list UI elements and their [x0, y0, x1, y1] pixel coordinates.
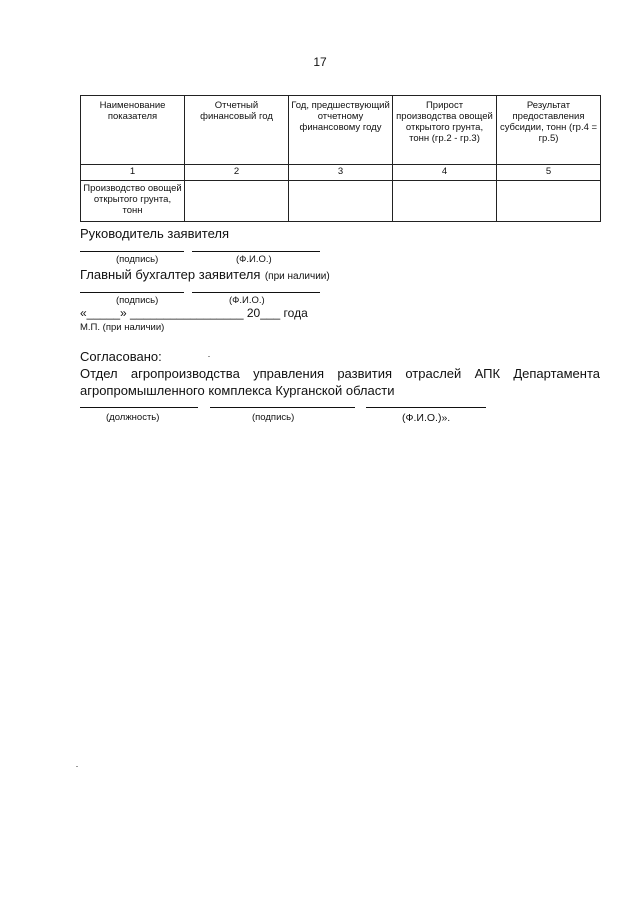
position-line [80, 407, 198, 408]
head-sign-line [80, 251, 184, 252]
agreed-sign-caption: (подпись) [252, 412, 295, 423]
stamp-note: М.П. (при наличии) [80, 322, 165, 333]
table-cell [393, 181, 497, 222]
position-caption: (должность) [106, 412, 160, 423]
indicator-table [80, 95, 601, 222]
table-header-row [81, 96, 601, 165]
head-sign-caption: (подпись) [116, 254, 159, 265]
column-header: Результат предоставления субсидии, тонн (гр.4 = гр.5) [497, 96, 601, 165]
page-number: 17 [313, 55, 327, 69]
scan-speck [76, 766, 78, 767]
date-line: «_____» _________________ 20___ года [80, 306, 308, 320]
accountant-name-caption: (Ф.И.О.) [229, 295, 265, 306]
column-number: 4 [393, 165, 497, 181]
column-header: Отчетный финансовый год [185, 96, 289, 165]
accountant-title-note: (при наличии) [264, 271, 330, 282]
accountant-signature-title: Главный бухгалтер заявителя [80, 267, 261, 282]
department-name: Отдел агропроизводства управления развития отраслей АПК Департамента агропромышленного комплекса Курганской области [80, 366, 600, 398]
column-header: Год, предшествующий отчетному финансовому году [289, 96, 393, 165]
table-cell [289, 181, 393, 222]
column-number: 5 [497, 165, 601, 181]
accountant-name-line [192, 292, 320, 293]
table-row [81, 181, 601, 222]
agreed-block [80, 348, 600, 399]
head-name-line [192, 251, 320, 252]
accountant-signature-title-line [80, 266, 330, 284]
agreed-name-line [366, 407, 486, 408]
agreed-sign-line [210, 407, 355, 408]
accountant-sign-caption: (подпись) [116, 295, 159, 306]
column-header: Наименование показателя [81, 96, 185, 165]
column-number: 2 [185, 165, 289, 181]
column-number-row [81, 165, 601, 181]
column-number: 1 [81, 165, 185, 181]
table-cell: Производство овощей открытого грунта, тонн [81, 181, 185, 222]
column-number: 3 [289, 165, 393, 181]
table-cell [185, 181, 289, 222]
accountant-sign-line [80, 292, 184, 293]
agreed-name-caption: (Ф.И.О.)». [402, 412, 451, 424]
head-name-caption: (Ф.И.О.) [236, 254, 272, 265]
agreed-label: Согласовано: [80, 349, 162, 364]
column-header: Прирост производства овощей открытого грунта, тонн (гр.2 - гр.3) [393, 96, 497, 165]
table-cell [497, 181, 601, 222]
head-signature-title: Руководитель заявителя [80, 226, 229, 241]
scan-speck [208, 356, 210, 357]
